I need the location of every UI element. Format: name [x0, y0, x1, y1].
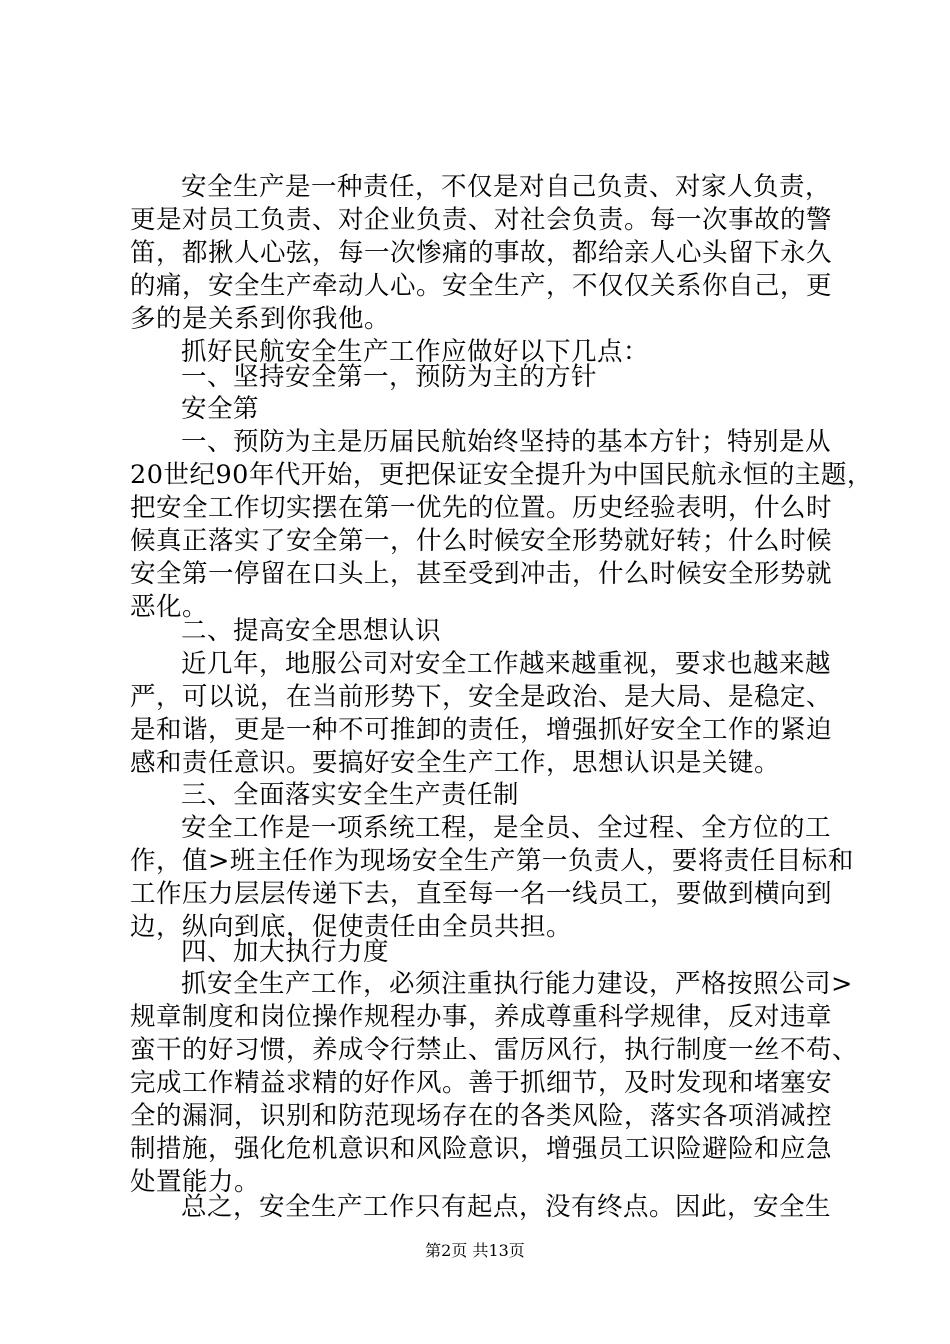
- page-number: 第2页 共13页: [425, 1241, 525, 1260]
- text-line: 是和谐，更是一种不可推卸的责任，增强抓好安全工作的紧迫: [130, 715, 833, 745]
- text-line: 感和责任意识。要搞好安全生产工作，思想认识是关键。: [130, 748, 781, 778]
- text-line: 作，值>班主任作为现场安全生产第一负责人，要将责任目标和: [130, 846, 854, 876]
- section-heading: 四、加大执行力度: [181, 937, 390, 967]
- text-line: 笛，都揪人心弦，每一次惨痛的事故，都给亲人心头留下永久: [130, 238, 833, 268]
- text-line: 多的是关系到你我他。: [130, 304, 391, 334]
- text-line: 一、预防为主是历届民航始终坚持的基本方针；特别是从: [181, 427, 832, 457]
- text-line: 把安全工作切实摆在第一优先的位置。历史经验表明，什么时: [130, 493, 833, 523]
- text-line: 近几年，地服公司对安全工作越来越重视，要求也越来越: [181, 649, 832, 679]
- text-line: 安全生产是一种责任，不仅是对自己负责、对家人负责，: [181, 172, 832, 202]
- text-line: 边，纵向到底，促使责任由全员共担。: [130, 912, 573, 942]
- section-heading: 一、坚持安全第一，预防为主的方针: [181, 362, 598, 392]
- text-line: 严，可以说，在当前形势下，安全是政治、是大局、是稳定、: [130, 682, 833, 712]
- text-line: 更是对员工负责、对企业负责、对社会负责。每一次事故的警: [130, 205, 833, 235]
- section-heading: 三、全面落实安全生产责任制: [181, 780, 520, 810]
- text-line: 抓安全生产工作，必须注重执行能力建设，严格按照公司>: [181, 969, 853, 999]
- text-line: 抓好民航安全生产工作应做好以下几点：: [181, 337, 650, 367]
- text-line: 工作压力层层传递下去，直至每一名一线员工，要做到横向到: [130, 879, 833, 909]
- text-line: 总之，安全生产工作只有起点，没有终点。因此，安全生: [181, 1192, 832, 1222]
- text-line: 的痛，安全生产牵动人心。安全生产，不仅仅关系你自己，更: [130, 271, 833, 301]
- text-line: 20世纪90年代开始，更把保证安全提升为中国民航永恒的主题，: [130, 460, 873, 490]
- text-line: 处置能力。: [130, 1167, 261, 1197]
- text-line: 安全第一停留在口头上，甚至受到冲击，什么时候安全形势就: [130, 559, 833, 589]
- text-line: 制措施，强化危机意识和风险意识，增强员工识险避险和应急: [130, 1134, 833, 1164]
- text-line: 蛮干的好习惯，养成令行禁止、雷厉风行，执行制度一丝不苟、: [130, 1035, 859, 1065]
- section-heading: 二、提高安全思想认识: [181, 616, 442, 646]
- text-line: 完成工作精益求精的好作风。善于抓细节，及时发现和堵塞安: [130, 1068, 833, 1098]
- text-line: 安全工作是一项系统工程，是全员、全过程、全方位的工: [181, 813, 832, 843]
- text-line: 候真正落实了安全第一，什么时候安全形势就好转；什么时候: [130, 526, 833, 556]
- text-line: 安全第: [181, 394, 260, 424]
- text-line: 全的漏洞，识别和防范现场存在的各类风险，落实各项消减控: [130, 1101, 833, 1131]
- text-line: 恶化。: [130, 592, 209, 622]
- text-line: 规章制度和岗位操作规程办事，养成尊重科学规律，反对违章: [130, 1002, 833, 1032]
